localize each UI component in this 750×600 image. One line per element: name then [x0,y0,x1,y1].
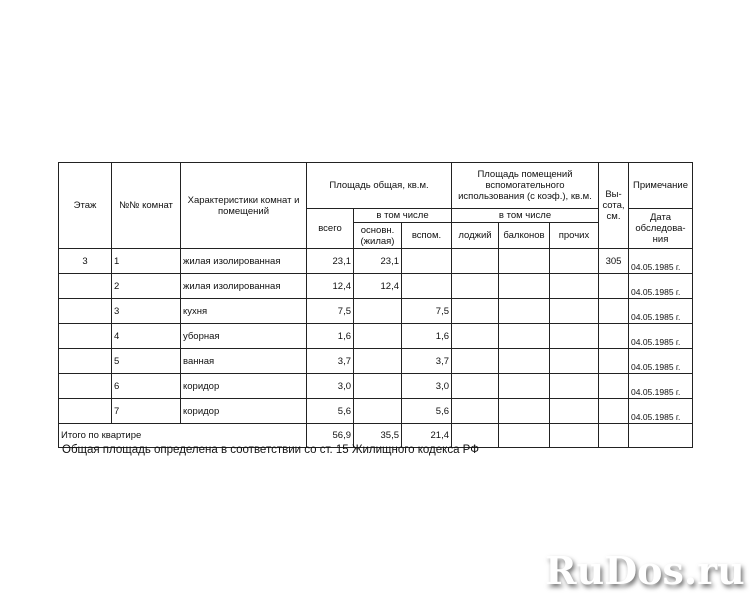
header-other: прочих [550,223,599,249]
header-total-area: Площадь общая, кв.м. [307,163,452,209]
cell-empty [550,324,599,349]
cell-empty [499,249,550,274]
cell-main [354,299,402,324]
cell-name: коридор [181,399,307,424]
apartment-area-table [58,162,693,448]
header-characteristics: Характеристики комнат и помещений [181,163,307,249]
cell-no: 4 [112,324,181,349]
footer-note: Общая площадь определена в соответствии со ст. 15 Жилищного кодекса РФ [62,444,479,456]
cell-total: 1,6 [307,324,354,349]
cell-height [599,374,629,399]
cell-empty [499,399,550,424]
header-aux-area: Площадь помещений вспомогательного использования (с коэф.), кв.м. [452,163,599,209]
cell-no: 3 [112,299,181,324]
table-row [59,399,693,424]
header-height: Вы-сота, см. [599,163,629,249]
cell-empty [499,299,550,324]
cell-name: жилая изолированная [181,274,307,299]
totals-total: 56,9 [307,424,354,448]
cell-main [354,374,402,399]
cell-empty [452,374,499,399]
cell-empty [452,324,499,349]
cell-no: 2 [112,274,181,299]
header-main: основн. (жилая) [354,223,402,249]
header-balcony: балконов [499,223,550,249]
cell-no: 5 [112,349,181,374]
header-incl-2: в том числе [452,209,599,223]
header-loggia: лоджий [452,223,499,249]
cell-empty [452,349,499,374]
cell-main [354,349,402,374]
cell-empty [550,274,599,299]
cell-aux: 3,7 [402,349,452,374]
table-row [59,324,693,349]
cell-height [599,274,629,299]
cell-floor [59,274,112,299]
cell-date: 04.05.1985 г. [629,374,693,399]
watermark-logo: RuDos.ru [545,548,745,593]
cell-empty [452,399,499,424]
table-row [59,349,693,374]
cell-aux: 7,5 [402,299,452,324]
cell-date: 04.05.1985 г. [629,324,693,349]
cell-aux [402,249,452,274]
cell-name: ванная [181,349,307,374]
cell-empty [550,399,599,424]
totals-label: Итого по квартире [59,424,307,448]
header-aux: вспом. [402,223,452,249]
cell-total: 3,7 [307,349,354,374]
cell-name: уборная [181,324,307,349]
cell-floor [59,349,112,374]
cell-empty [550,249,599,274]
cell-floor [59,299,112,324]
cell-empty [550,299,599,324]
cell-main [354,399,402,424]
cell-height [599,349,629,374]
cell-empty [499,349,550,374]
header-survey-date: Дата обследова-ния [629,209,693,249]
cell-no: 6 [112,374,181,399]
header-floor: Этаж [59,163,112,249]
cell-date: 04.05.1985 г. [629,299,693,324]
header-incl-1: в том числе [354,209,452,223]
cell-aux: 5,6 [402,399,452,424]
cell-floor: 3 [59,249,112,274]
cell-main: 12,4 [354,274,402,299]
header-room-no: №№ комнат [112,163,181,249]
cell-aux: 1,6 [402,324,452,349]
table-row [59,274,693,299]
cell-no: 1 [112,249,181,274]
cell-total: 12,4 [307,274,354,299]
cell-main: 23,1 [354,249,402,274]
cell-name: коридор [181,374,307,399]
cell-height [599,299,629,324]
cell-empty [452,299,499,324]
cell-total: 5,6 [307,399,354,424]
cell-height: 305 [599,249,629,274]
cell-empty [499,324,550,349]
cell-date: 04.05.1985 г. [629,274,693,299]
header-all: всего [307,209,354,249]
cell-empty [550,374,599,399]
cell-total: 7,5 [307,299,354,324]
cell-height [599,324,629,349]
cell-no: 7 [112,399,181,424]
cell-empty [550,349,599,374]
cell-name: жилая изолированная [181,249,307,274]
cell-floor [59,374,112,399]
cell-main [354,324,402,349]
cell-total: 3,0 [307,374,354,399]
cell-total: 23,1 [307,249,354,274]
totals-aux: 21,4 [402,424,452,448]
cell-empty [499,374,550,399]
table-row [59,374,693,399]
cell-empty [499,274,550,299]
cell-date: 04.05.1985 г. [629,399,693,424]
table-row [59,299,693,324]
cell-height [599,399,629,424]
cell-date: 04.05.1985 г. [629,249,693,274]
cell-floor [59,399,112,424]
table-row [59,249,693,274]
header-note: Примечание [629,163,693,209]
cell-name: кухня [181,299,307,324]
totals-main: 35,5 [354,424,402,448]
cell-date: 04.05.1985 г. [629,349,693,374]
cell-empty [452,274,499,299]
cell-empty [452,249,499,274]
cell-floor [59,324,112,349]
cell-aux: 3,0 [402,374,452,399]
cell-aux [402,274,452,299]
